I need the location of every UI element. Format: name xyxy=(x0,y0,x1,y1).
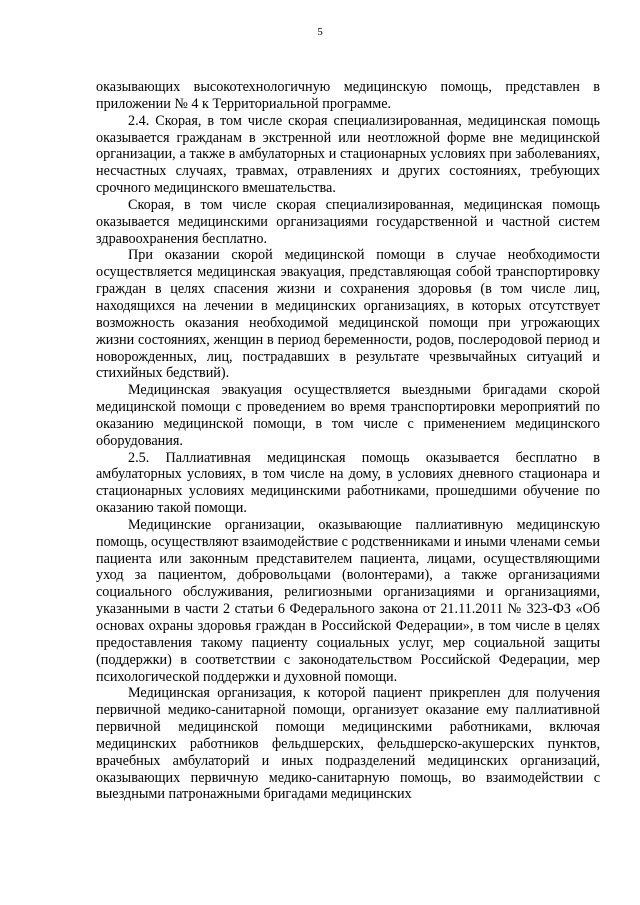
paragraph-palliative-interaction: Медицинские организации, оказывающие паллиативную медицинскую помощь, осуществляют взаимодействие с родственниками и иными членами семьи пациента или законным представителем пациента, лицами, осуществляющими уход за пациентом, добровольцами (волонтерами), а также организациями социального обслуживания, религиозными организациями и организациями, указанными в части 2 статьи 6 Федерального закона от 21.11.2011 № 323-ФЗ «Об основах охраны здоровья граждан в Российской Федерации», в том числе в целях предоставления такому пациенту социальных услуг, мер социальной защиты (поддержки) в соответствии с законодательством Российской Федерации, мер психологической поддержки и духовной помощи. xyxy=(96,516,600,685)
paragraph-2-4-emergency-care: 2.4. Скорая, в том числе скорая специализированная, медицинская помощь оказывается гражданам в экстренной или неотложной форме вне медицинской организации, а также в амбулаторных и стационарных условиях при заболеваниях, несчастных случаях, травмах, отравлениях и других состояниях, требующих срочного медицинского вмешательства. xyxy=(96,112,600,197)
paragraph-primary-palliative-care: Медицинская организация, к которой пациент прикреплен для получения первичной медико-санитарной помощи, организует оказание ему паллиативной первичной медицинской помощи медицинскими работниками, включая медицинских работников фельдшерских, фельдшерско-акушерских пунктов, врачебных амбулаторий и иных подразделений медицинских организаций, оказывающих первичную медико-санитарную помощь, во взаимодействии с выездными патронажными бригадами медицинских xyxy=(96,685,600,803)
document-body xyxy=(96,79,600,803)
paragraph-emergency-care-free: Скорая, в том числе скорая специализированная, медицинская помощь оказывается медицинскими организациями государственной и частной систем здравоохранения бесплатно. xyxy=(96,196,600,247)
paragraph-2-5-palliative-care: 2.5. Паллиативная медицинская помощь оказывается бесплатно в амбулаторных условиях, в том числе на дому, в условиях дневного стационара и стационарных условиях медицинскими работниками, прошедшими обучение по оказанию такой помощи. xyxy=(96,449,600,517)
paragraph-evacuation-teams: Медицинская эвакуация осуществляется выездными бригадами скорой медицинской помощи с проведением во время транспортировки мероприятий по оказанию медицинской помощи, в том числе с применением медицинского оборудования. xyxy=(96,382,600,449)
paragraph-continuation: оказывающих высокотехнологичную медицинскую помощь, представлен в приложении № 4 к Территориальной программе. xyxy=(96,79,600,112)
paragraph-medical-evacuation: При оказании скорой медицинской помощи в случае необходимости осуществляется медицинская эвакуация, представляющая собой транспортировку граждан в целях спасения жизни и сохранения здоровья (в том числе лиц, находящихся на лечении в медицинских организациях, в которых отсутствует возможность оказания необходимой медицинской помощи при угрожающих жизни состояниях, женщин в период беременности, родов, послеродовой период и новорожденных, лиц, пострадавших в результате чрезвычайных ситуаций и стихийных бедствий). xyxy=(96,247,600,382)
page-number: 5 xyxy=(317,26,323,38)
